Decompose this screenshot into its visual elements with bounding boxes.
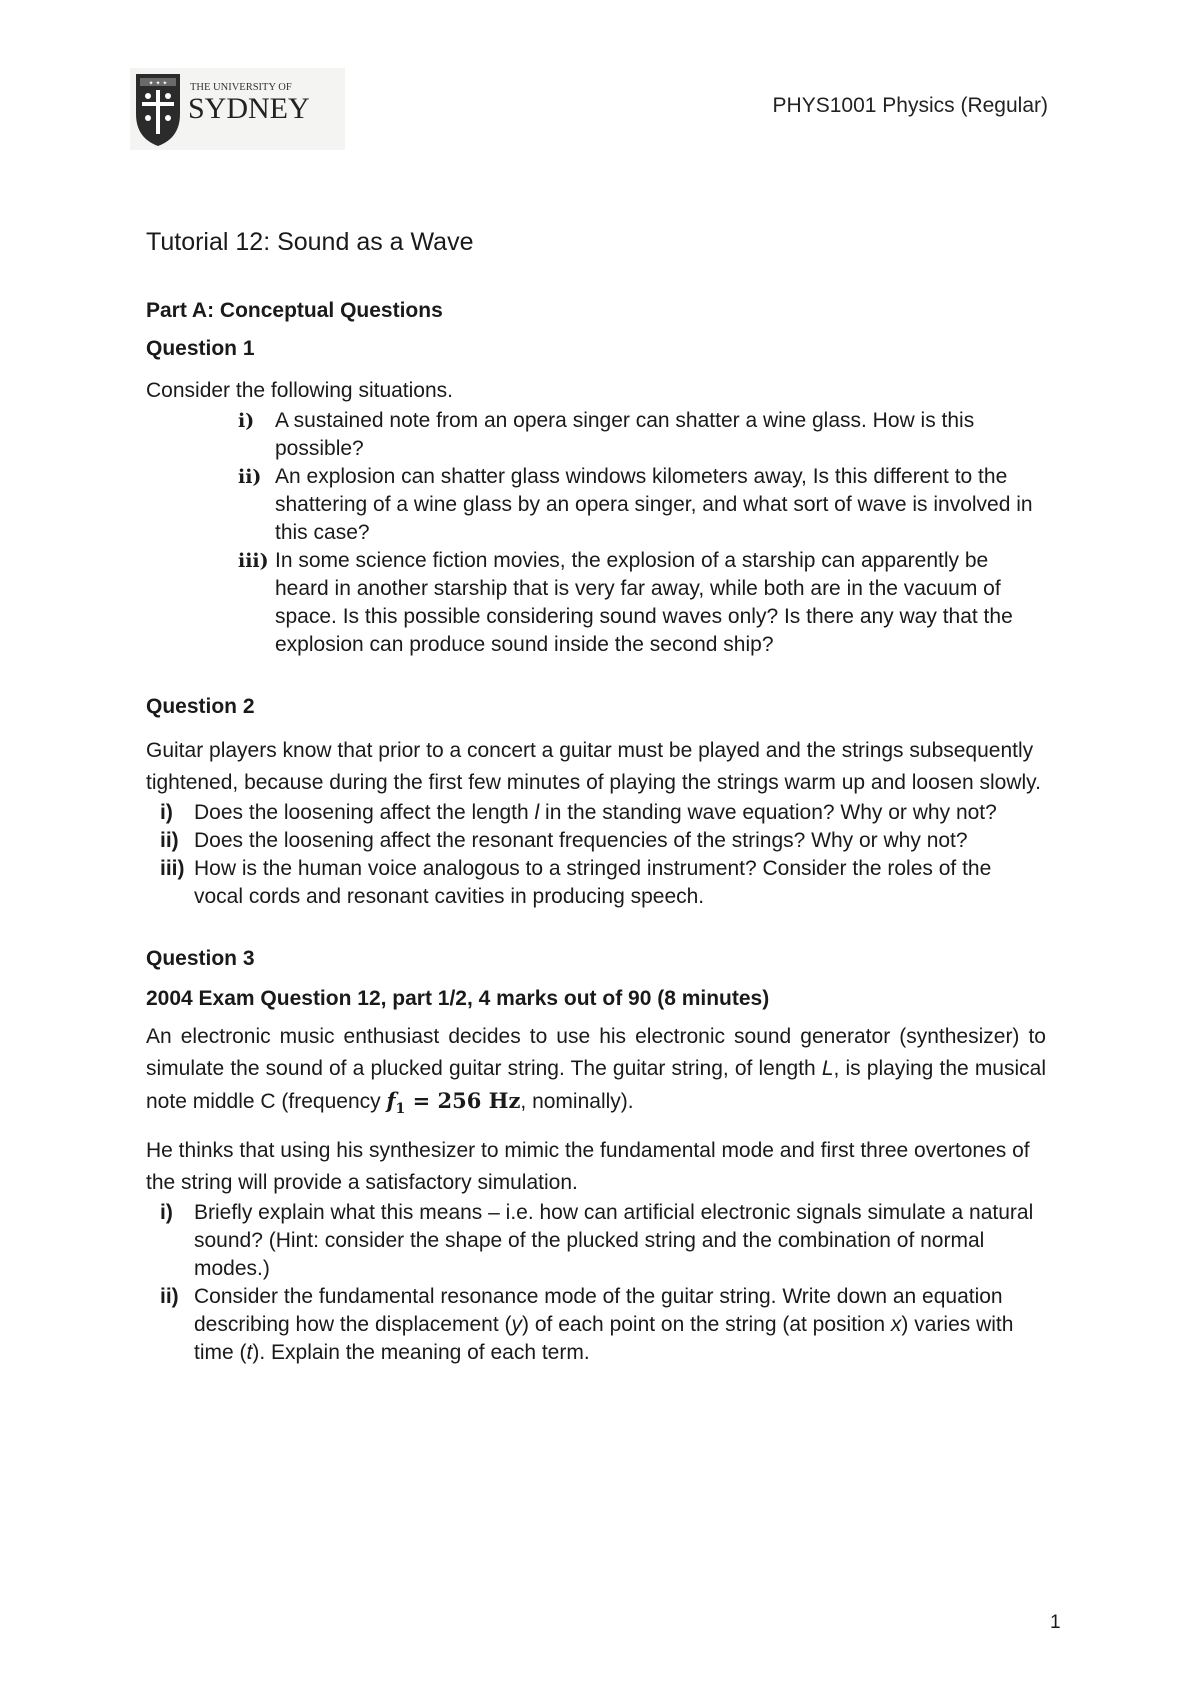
item-number: iii): [160, 857, 185, 880]
item-number: ii): [160, 1285, 179, 1309]
svg-text:✦ ✦ ✦: ✦ ✦ ✦: [148, 80, 168, 87]
item-number: ii): [160, 829, 179, 852]
item-text: Consider the fundamental resonance mode of the guitar string. Write down an equation describing how the displacement (y) of each point on the string (at position x) varies with time (t). Explain the meaning of each term.: [194, 1285, 1014, 1365]
item-text: Does the loosening affect the resonant frequencies of the strings? Why or why not?: [194, 829, 968, 852]
question-3-heading: Question 3: [146, 947, 255, 970]
course-header: PHYS1001 Physics (Regular): [772, 94, 1048, 117]
list-item: [146, 1283, 1046, 1367]
item-number: iii): [238, 550, 269, 572]
tutorial-title: Tutorial 12: Sound as a Wave: [146, 228, 474, 256]
item-number: i): [238, 410, 255, 432]
list-item: [146, 407, 1046, 463]
question-2: [146, 695, 1046, 911]
svg-text:SYDNEY: SYDNEY: [188, 92, 310, 125]
item-number: i): [160, 801, 173, 824]
university-of-sydney-logo: [130, 68, 345, 150]
question-2-heading: Question 2: [146, 695, 255, 718]
page-number: 1: [1050, 1612, 1061, 1633]
question-3-paragraph-2: He thinks that using his synthesizer to mimic the fundamental mode and first three overtones of the string will provide a satisfactory simulation.: [146, 1139, 1030, 1195]
list-item: [146, 1199, 1046, 1283]
question-1-intro: Consider the following situations.: [146, 379, 454, 402]
svg-text:THE UNIVERSITY OF: THE UNIVERSITY OF: [190, 82, 292, 93]
item-text: In some science fiction movies, the explosion of a starship can apparently be heard in another starship that is very far away, while both are in the vacuum of space. Is this possible considering sound waves only? Is there any way that the explosion can produce sound inside the second ship?: [275, 549, 1013, 656]
list-item: [146, 547, 1046, 659]
list-item: [146, 463, 1046, 547]
question-1: [146, 337, 1046, 659]
item-number: i): [160, 1201, 173, 1225]
item-text: How is the human voice analogous to a stringed instrument? Consider the roles of the vocal cords and resonant cavities in producing speech.: [194, 857, 992, 908]
item-text: An explosion can shatter glass windows kilometers away, Is this different to the shattering of a wine glass by an opera singer, and what sort of wave is involved in this case?: [275, 465, 1033, 544]
question-3-subheading: 2004 Exam Question 12, part 1/2, 4 marks out of 90 (8 minutes): [146, 987, 770, 1010]
part-a-heading: Part A: Conceptual Questions: [146, 299, 443, 322]
crest-icon: [136, 74, 180, 146]
list-item: [146, 855, 1046, 911]
question-1-heading: Question 1: [146, 337, 255, 360]
item-number: ii): [238, 466, 262, 488]
item-text: Briefly explain what this means – i.e. how can artificial electronic signals simulate a natural sound? (Hint: consider the shape of the plucked string and the combination of normal modes.): [194, 1201, 1034, 1281]
document-body: [146, 228, 1046, 1367]
list-item: [146, 827, 1046, 855]
list-item: [146, 799, 1046, 827]
question-3-paragraph-1: An electronic music enthusiast decides to use his electronic sound generator (synthesizer) to simulate the sound of a plucked guitar string. The guitar string, of length L, is playing the musical note middle C (frequency $f_1 = 256$ Hz, nominally).: [146, 1025, 1046, 1118]
question-3: [146, 947, 1046, 1367]
item-text: A sustained note from an opera singer can shatter a wine glass. How is this possible?: [275, 409, 975, 460]
question-2-intro: Guitar players know that prior to a concert a guitar must be played and the strings subsequently tightened, because during the first few minutes of playing the strings warm up and loosen slowly.: [146, 739, 1041, 794]
item-text: Does the loosening affect the length l in the standing wave equation? Why or why not?: [194, 801, 997, 824]
